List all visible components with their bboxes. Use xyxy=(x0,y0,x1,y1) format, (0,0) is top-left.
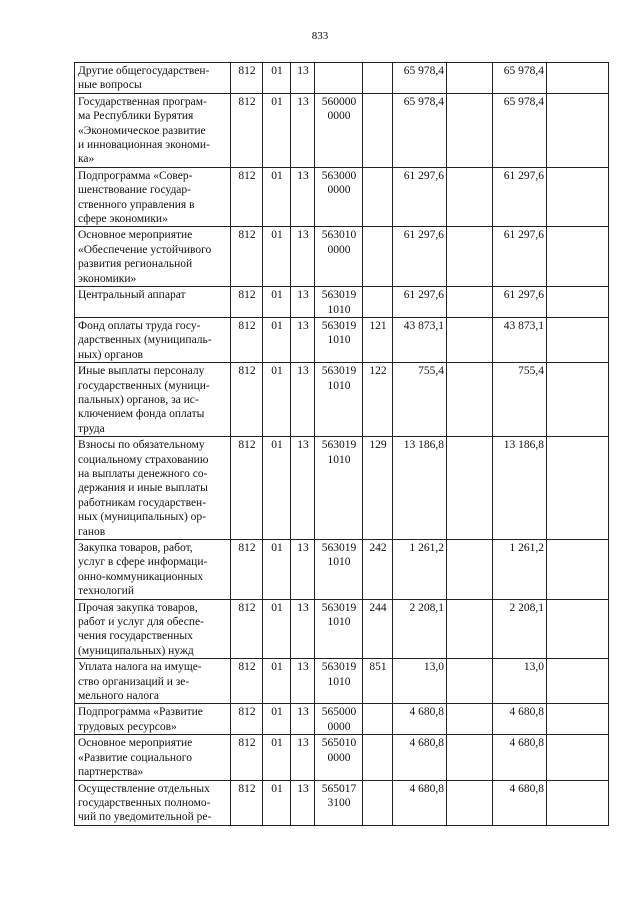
section-code-cell: 01 xyxy=(263,780,291,825)
amount-cell-2: 2 208,1 xyxy=(493,599,547,659)
expense-type-cell: 129 xyxy=(363,437,393,540)
expense-type-cell: 851 xyxy=(363,659,393,704)
empty-cell-2 xyxy=(547,363,609,437)
ministry-code-cell: 812 xyxy=(231,540,263,600)
target-article-cell xyxy=(315,63,363,94)
expense-type-cell: 121 xyxy=(363,317,393,362)
target-article-cell xyxy=(315,437,363,540)
section-code-cell: 01 xyxy=(263,599,291,659)
item-name-line: и инновационная экономи- xyxy=(78,139,210,152)
subsection-code-cell: 13 xyxy=(291,735,315,780)
item-name-cell xyxy=(75,659,231,704)
item-name-line: технологий xyxy=(78,585,134,598)
table-row xyxy=(75,227,609,287)
amount-cell-1: 755,4 xyxy=(393,363,447,437)
empty-cell-2 xyxy=(547,704,609,735)
target-article-line: 563019 xyxy=(321,319,357,332)
target-article-line: 1010 xyxy=(327,379,351,392)
amount-cell-1: 1 261,2 xyxy=(393,540,447,600)
amount-cell-2: 65 978,4 xyxy=(493,93,547,167)
ministry-code-cell: 812 xyxy=(231,167,263,227)
empty-cell-1 xyxy=(447,287,493,318)
expense-type-cell xyxy=(363,704,393,735)
target-article-line: 565017 xyxy=(321,782,357,795)
subsection-code-cell: 13 xyxy=(291,93,315,167)
item-name-line: Другие общегосударствен- xyxy=(78,65,210,77)
empty-cell-1 xyxy=(447,540,493,600)
empty-cell-2 xyxy=(547,437,609,540)
empty-cell-1 xyxy=(447,363,493,437)
table-row xyxy=(75,167,609,227)
subsection-code-cell: 13 xyxy=(291,704,315,735)
item-name-line: «Развитие социального xyxy=(78,751,192,764)
amount-cell-1: 65 978,4 xyxy=(393,63,447,94)
item-name-line: на выплаты денежного со- xyxy=(78,467,208,480)
expense-type-cell xyxy=(363,287,393,318)
item-name-line: Основное мероприятие xyxy=(78,737,193,750)
target-article-line: 563019 xyxy=(321,661,357,674)
item-name-cell xyxy=(75,363,231,437)
expense-type-cell xyxy=(363,735,393,780)
target-article-line: 563019 xyxy=(321,289,357,302)
item-name-line: работ и услуг для обеспе- xyxy=(78,616,204,629)
item-name-line: чения государственных xyxy=(78,630,193,643)
empty-cell-2 xyxy=(547,227,609,287)
item-name-line: партнерства» xyxy=(78,766,144,779)
expense-type-cell xyxy=(363,227,393,287)
target-article-line: 563019 xyxy=(321,439,357,452)
target-article-line: 1010 xyxy=(327,675,351,688)
section-code-cell: 01 xyxy=(263,167,291,227)
item-name-line: Подпрограмма «Развитие xyxy=(78,706,203,719)
item-name-line: (муниципальных) нужд xyxy=(78,644,194,657)
ministry-code-cell: 812 xyxy=(231,735,263,780)
item-name-cell xyxy=(75,599,231,659)
subsection-code-cell: 13 xyxy=(291,317,315,362)
target-article-line: 1010 xyxy=(327,616,351,629)
empty-cell-2 xyxy=(547,780,609,825)
item-name-line: Иные выплаты персоналу xyxy=(78,365,205,378)
item-name-line: Закупка товаров, работ, xyxy=(78,542,193,554)
ministry-code-cell: 812 xyxy=(231,93,263,167)
empty-cell-2 xyxy=(547,735,609,780)
item-name-cell xyxy=(75,735,231,780)
item-name-line: Основное мероприятие xyxy=(78,229,193,242)
target-article-cell xyxy=(315,227,363,287)
empty-cell-2 xyxy=(547,659,609,704)
expense-type-cell: 242 xyxy=(363,540,393,600)
table-row xyxy=(75,540,609,600)
item-name-line: ных (муниципальных) ор- xyxy=(78,511,206,524)
section-code-cell: 01 xyxy=(263,735,291,780)
target-article-line: 1010 xyxy=(327,334,351,347)
target-article-line: 563019 xyxy=(321,542,357,554)
item-name-line: шенствование государ- xyxy=(78,184,191,197)
item-name-line: ство организаций и зе- xyxy=(78,675,190,688)
table-body xyxy=(75,63,609,826)
empty-cell-2 xyxy=(547,599,609,659)
item-name-line: Взносы по обязательному xyxy=(78,439,205,452)
subsection-code-cell: 13 xyxy=(291,167,315,227)
item-name-cell xyxy=(75,167,231,227)
item-name-line: ственного управления в xyxy=(78,198,195,211)
amount-cell-1: 4 680,8 xyxy=(393,704,447,735)
table-row xyxy=(75,437,609,540)
item-name-cell xyxy=(75,287,231,318)
target-article-cell xyxy=(315,540,363,600)
empty-cell-2 xyxy=(547,63,609,94)
target-article-line: 563019 xyxy=(321,365,357,378)
target-article-line: 1010 xyxy=(327,303,351,316)
table-row xyxy=(75,63,609,94)
target-article-line: 565010 xyxy=(321,737,357,750)
section-code-cell: 01 xyxy=(263,437,291,540)
target-article-line: 0000 xyxy=(327,184,351,197)
target-article-cell xyxy=(315,704,363,735)
subsection-code-cell: 13 xyxy=(291,659,315,704)
target-article-cell xyxy=(315,599,363,659)
item-name-cell xyxy=(75,780,231,825)
empty-cell-1 xyxy=(447,704,493,735)
target-article-line: 0000 xyxy=(327,110,351,123)
item-name-line: ные вопросы xyxy=(78,79,142,92)
target-article-line: 1010 xyxy=(327,556,351,569)
amount-cell-1: 61 297,6 xyxy=(393,167,447,227)
subsection-code-cell: 13 xyxy=(291,227,315,287)
section-code-cell: 01 xyxy=(263,540,291,600)
item-name-cell xyxy=(75,93,231,167)
empty-cell-1 xyxy=(447,167,493,227)
empty-cell-1 xyxy=(447,437,493,540)
subsection-code-cell: 13 xyxy=(291,540,315,600)
amount-cell-2: 61 297,6 xyxy=(493,287,547,318)
table-row xyxy=(75,704,609,735)
table-row xyxy=(75,317,609,362)
target-article-line: 0000 xyxy=(327,720,351,733)
target-article-cell xyxy=(315,780,363,825)
item-name-line: государственных полномо- xyxy=(78,796,211,809)
item-name-line: Подпрограмма «Совер- xyxy=(78,169,193,182)
amount-cell-2: 4 680,8 xyxy=(493,704,547,735)
amount-cell-2: 43 873,1 xyxy=(493,317,547,362)
amount-cell-1: 13,0 xyxy=(393,659,447,704)
amount-cell-1: 43 873,1 xyxy=(393,317,447,362)
item-name-line: развития региональной xyxy=(78,258,193,271)
target-article-cell xyxy=(315,735,363,780)
ministry-code-cell: 812 xyxy=(231,317,263,362)
amount-cell-2: 61 297,6 xyxy=(493,227,547,287)
empty-cell-2 xyxy=(547,287,609,318)
item-name-line: ма Республики Бурятия xyxy=(78,110,194,123)
section-code-cell: 01 xyxy=(263,227,291,287)
item-name-cell xyxy=(75,704,231,735)
ministry-code-cell: 812 xyxy=(231,659,263,704)
item-name-line: Уплата налога на имуще- xyxy=(78,661,202,674)
amount-cell-2: 13,0 xyxy=(493,659,547,704)
table-row xyxy=(75,93,609,167)
target-article-line: 560000 xyxy=(321,95,357,108)
subsection-code-cell: 13 xyxy=(291,599,315,659)
item-name-line: услуг в сфере информаци- xyxy=(78,556,208,569)
subsection-code-cell: 13 xyxy=(291,287,315,318)
item-name-line: ка» xyxy=(78,153,95,166)
expense-type-cell: 122 xyxy=(363,363,393,437)
section-code-cell: 01 xyxy=(263,93,291,167)
item-name-line: труда xyxy=(78,422,105,435)
item-name-line: «Обеспечение устойчивого xyxy=(78,243,212,256)
ministry-code-cell: 812 xyxy=(231,599,263,659)
item-name-line: сфере экономики» xyxy=(78,213,168,226)
empty-cell-1 xyxy=(447,780,493,825)
target-article-cell xyxy=(315,659,363,704)
amount-cell-2: 755,4 xyxy=(493,363,547,437)
table-row xyxy=(75,363,609,437)
target-article-cell xyxy=(315,93,363,167)
item-name-cell xyxy=(75,63,231,94)
subsection-code-cell: 13 xyxy=(291,63,315,94)
item-name-line: Государственная програм- xyxy=(78,95,207,108)
item-name-line: ных) органов xyxy=(78,348,143,361)
table-row xyxy=(75,659,609,704)
amount-cell-1: 4 680,8 xyxy=(393,780,447,825)
item-name-line: пальных) органов, за ис- xyxy=(78,393,199,406)
item-name-line: ключением фонда оплаты xyxy=(78,408,205,421)
section-code-cell: 01 xyxy=(263,363,291,437)
item-name-cell xyxy=(75,317,231,362)
item-name-line: держания и иные выплаты xyxy=(78,482,208,495)
item-name-line: государственных (муници- xyxy=(78,379,210,392)
target-article-line: 565000 xyxy=(321,706,357,719)
item-name-line: чий по уведомительной ре- xyxy=(78,811,212,824)
item-name-cell xyxy=(75,227,231,287)
empty-cell-1 xyxy=(447,63,493,94)
empty-cell-2 xyxy=(547,540,609,600)
empty-cell-1 xyxy=(447,317,493,362)
target-article-line: 563010 xyxy=(321,229,357,242)
ministry-code-cell: 812 xyxy=(231,704,263,735)
target-article-cell xyxy=(315,317,363,362)
empty-cell-1 xyxy=(447,735,493,780)
amount-cell-1: 4 680,8 xyxy=(393,735,447,780)
empty-cell-2 xyxy=(547,167,609,227)
item-name-line: Осуществление отдельных xyxy=(78,782,210,795)
target-article-cell xyxy=(315,363,363,437)
target-article-line: 0000 xyxy=(327,243,351,256)
item-name-line: социальному страхованию xyxy=(78,453,209,466)
target-article-line: 563000 xyxy=(321,169,357,182)
table-row xyxy=(75,599,609,659)
item-name-line: экономики» xyxy=(78,272,137,285)
amount-cell-2: 13 186,8 xyxy=(493,437,547,540)
item-name-line: «Экономическое развитие xyxy=(78,124,206,137)
table-row xyxy=(75,287,609,318)
empty-cell-1 xyxy=(447,227,493,287)
section-code-cell: 01 xyxy=(263,704,291,735)
subsection-code-cell: 13 xyxy=(291,780,315,825)
target-article-cell xyxy=(315,287,363,318)
expense-type-cell xyxy=(363,63,393,94)
ministry-code-cell: 812 xyxy=(231,437,263,540)
empty-cell-1 xyxy=(447,599,493,659)
amount-cell-2: 65 978,4 xyxy=(493,63,547,94)
item-name-line: дарственных (муниципаль- xyxy=(78,334,212,347)
empty-cell-2 xyxy=(547,93,609,167)
item-name-line: Центральный аппарат xyxy=(78,289,186,302)
amount-cell-2: 4 680,8 xyxy=(493,780,547,825)
amount-cell-1: 61 297,6 xyxy=(393,287,447,318)
amount-cell-1: 65 978,4 xyxy=(393,93,447,167)
target-article-line: 0000 xyxy=(327,751,351,764)
page-number: 833 xyxy=(311,30,329,42)
item-name-cell xyxy=(75,437,231,540)
target-article-line: 1010 xyxy=(327,453,351,466)
expense-type-cell xyxy=(363,167,393,227)
item-name-line: трудовых ресурсов» xyxy=(78,720,177,733)
empty-cell-1 xyxy=(447,659,493,704)
subsection-code-cell: 13 xyxy=(291,363,315,437)
ministry-code-cell: 812 xyxy=(231,287,263,318)
ministry-code-cell: 812 xyxy=(231,227,263,287)
empty-cell-2 xyxy=(547,317,609,362)
target-article-line: 3100 xyxy=(327,796,351,809)
subsection-code-cell: 13 xyxy=(291,437,315,540)
item-name-line: онно-коммуникационных xyxy=(78,570,204,583)
item-name-line: Прочая закупка товаров, xyxy=(78,601,198,614)
ministry-code-cell: 812 xyxy=(231,63,263,94)
section-code-cell: 01 xyxy=(263,63,291,94)
expense-type-cell xyxy=(363,93,393,167)
budget-table xyxy=(74,62,609,826)
item-name-line: работникам государствен- xyxy=(78,496,207,509)
item-name-cell xyxy=(75,540,231,600)
table-row xyxy=(75,780,609,825)
section-code-cell: 01 xyxy=(263,317,291,362)
section-code-cell: 01 xyxy=(263,659,291,704)
ministry-code-cell: 812 xyxy=(231,363,263,437)
target-article-line: 563019 xyxy=(321,601,357,614)
expense-type-cell: 244 xyxy=(363,599,393,659)
target-article-cell xyxy=(315,167,363,227)
item-name-line: Фонд оплаты труда госу- xyxy=(78,319,201,332)
table-row xyxy=(75,735,609,780)
section-code-cell: 01 xyxy=(263,287,291,318)
amount-cell-2: 1 261,2 xyxy=(493,540,547,600)
item-name-line: мельного налога xyxy=(78,690,159,703)
amount-cell-2: 4 680,8 xyxy=(493,735,547,780)
amount-cell-2: 61 297,6 xyxy=(493,167,547,227)
ministry-code-cell: 812 xyxy=(231,780,263,825)
amount-cell-1: 13 186,8 xyxy=(393,437,447,540)
item-name-line: ганов xyxy=(78,525,106,538)
amount-cell-1: 61 297,6 xyxy=(393,227,447,287)
expense-type-cell xyxy=(363,780,393,825)
empty-cell-1 xyxy=(447,93,493,167)
amount-cell-1: 2 208,1 xyxy=(393,599,447,659)
